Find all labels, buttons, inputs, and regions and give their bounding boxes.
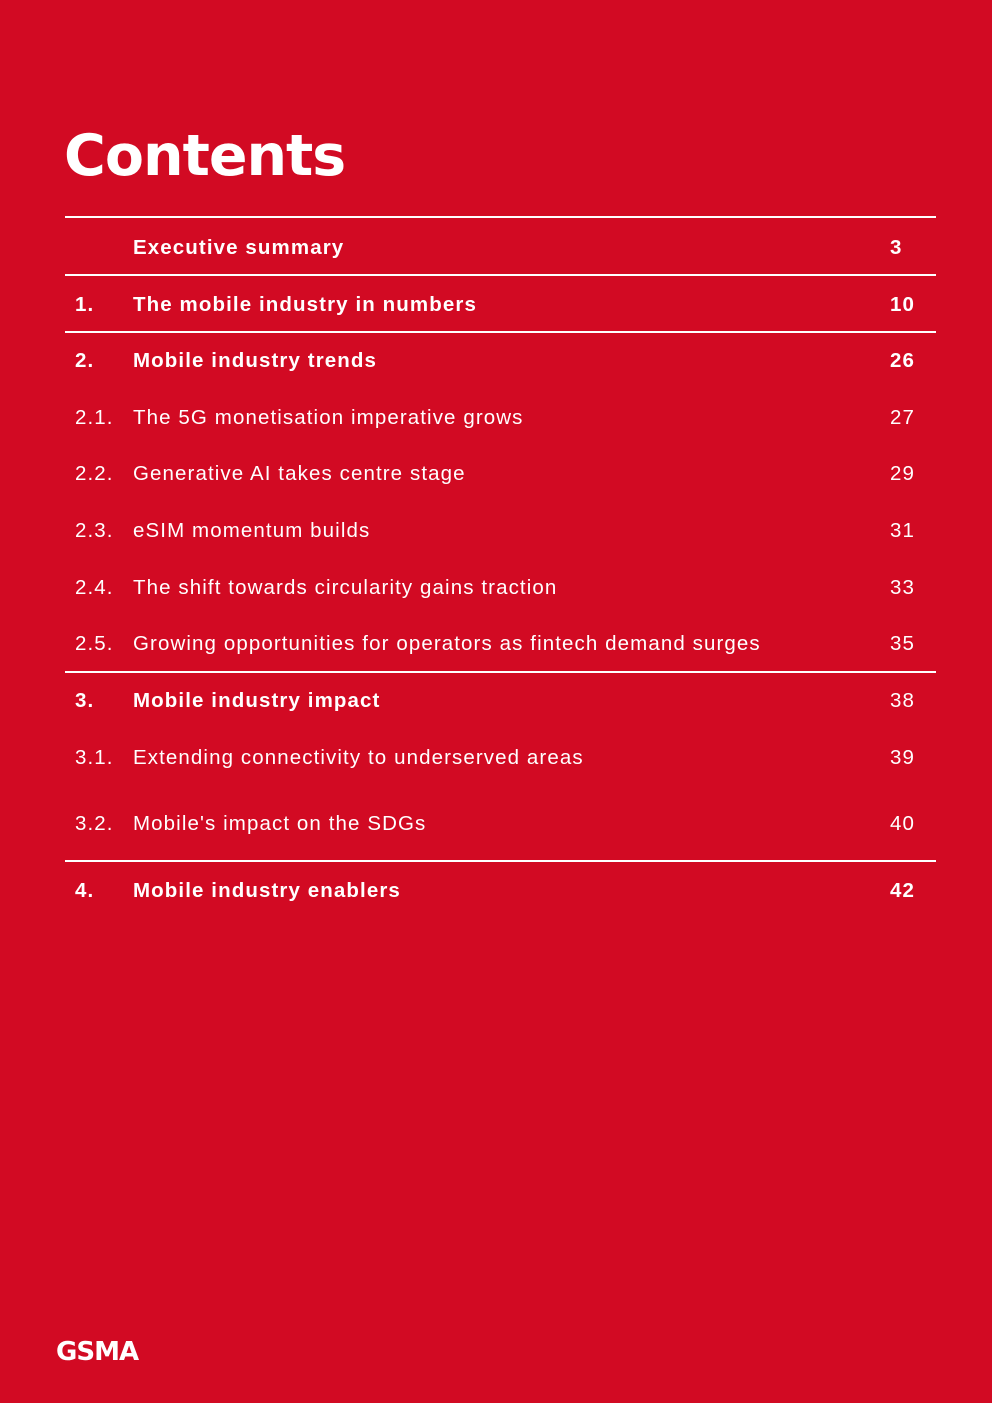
toc-entry-3-1[interactable] xyxy=(65,741,936,775)
divider xyxy=(65,216,936,218)
toc-label: Mobile's impact on the SDGs xyxy=(133,812,427,835)
toc-entry-2-1[interactable] xyxy=(65,401,936,435)
toc-label: The mobile industry in numbers xyxy=(133,293,477,316)
toc-label: Executive summary xyxy=(133,236,345,259)
toc-page: 42 xyxy=(890,879,916,902)
toc-entry-2-4[interactable] xyxy=(65,571,936,605)
toc-number: 3.2. xyxy=(75,812,114,835)
toc-label: The 5G monetisation imperative grows xyxy=(133,406,524,429)
toc-entry-2-2[interactable] xyxy=(65,457,936,491)
toc-entry-4[interactable] xyxy=(65,874,936,908)
toc-entry-executive-summary[interactable] xyxy=(65,231,936,265)
gsma-logo: GSMA xyxy=(56,1337,139,1367)
toc-label: Mobile industry trends xyxy=(133,349,378,372)
toc-number: 4. xyxy=(75,879,95,902)
toc-label: Mobile industry enablers xyxy=(133,879,401,902)
toc-number: 2.3. xyxy=(75,519,114,542)
toc-label: The shift towards circularity gains traction xyxy=(133,576,558,599)
toc-entry-2-5[interactable] xyxy=(65,627,936,661)
toc-page: 3 xyxy=(890,236,903,259)
toc-number: 3.1. xyxy=(75,746,114,769)
toc-number: 2.5. xyxy=(75,632,114,655)
toc-page: 29 xyxy=(890,462,916,485)
toc-entry-2[interactable] xyxy=(65,344,936,378)
toc-page: 40 xyxy=(890,812,916,835)
toc-entry-3[interactable] xyxy=(65,684,936,718)
toc-page: 10 xyxy=(890,293,916,316)
toc-number: 1. xyxy=(75,293,95,316)
toc-label: Extending connectivity to underserved areas xyxy=(133,746,584,769)
toc-number: 3. xyxy=(75,689,95,712)
toc-page: 26 xyxy=(890,349,916,372)
divider xyxy=(65,671,936,673)
toc-page: 33 xyxy=(890,576,916,599)
divider xyxy=(65,860,936,862)
toc-label: eSIM momentum builds xyxy=(133,519,371,542)
page-title: Contents xyxy=(64,123,346,189)
toc-page: 35 xyxy=(890,632,916,655)
toc-page: 38 xyxy=(890,689,916,712)
toc-page: 27 xyxy=(890,406,916,429)
toc-label: Generative AI takes centre stage xyxy=(133,462,466,485)
toc-number: 2.1. xyxy=(75,406,114,429)
divider xyxy=(65,331,936,333)
toc-page: 31 xyxy=(890,519,916,542)
toc-label: Growing opportunities for operators as fintech demand surges xyxy=(133,632,761,655)
toc-number: 2.2. xyxy=(75,462,114,485)
toc-number: 2. xyxy=(75,349,95,372)
toc-entry-2-3[interactable] xyxy=(65,514,936,548)
divider xyxy=(65,274,936,276)
toc-label: Mobile industry impact xyxy=(133,689,381,712)
toc-entry-3-2[interactable] xyxy=(65,807,936,841)
toc-entry-1[interactable] xyxy=(65,288,936,322)
toc-number: 2.4. xyxy=(75,576,114,599)
toc-page: 39 xyxy=(890,746,916,769)
